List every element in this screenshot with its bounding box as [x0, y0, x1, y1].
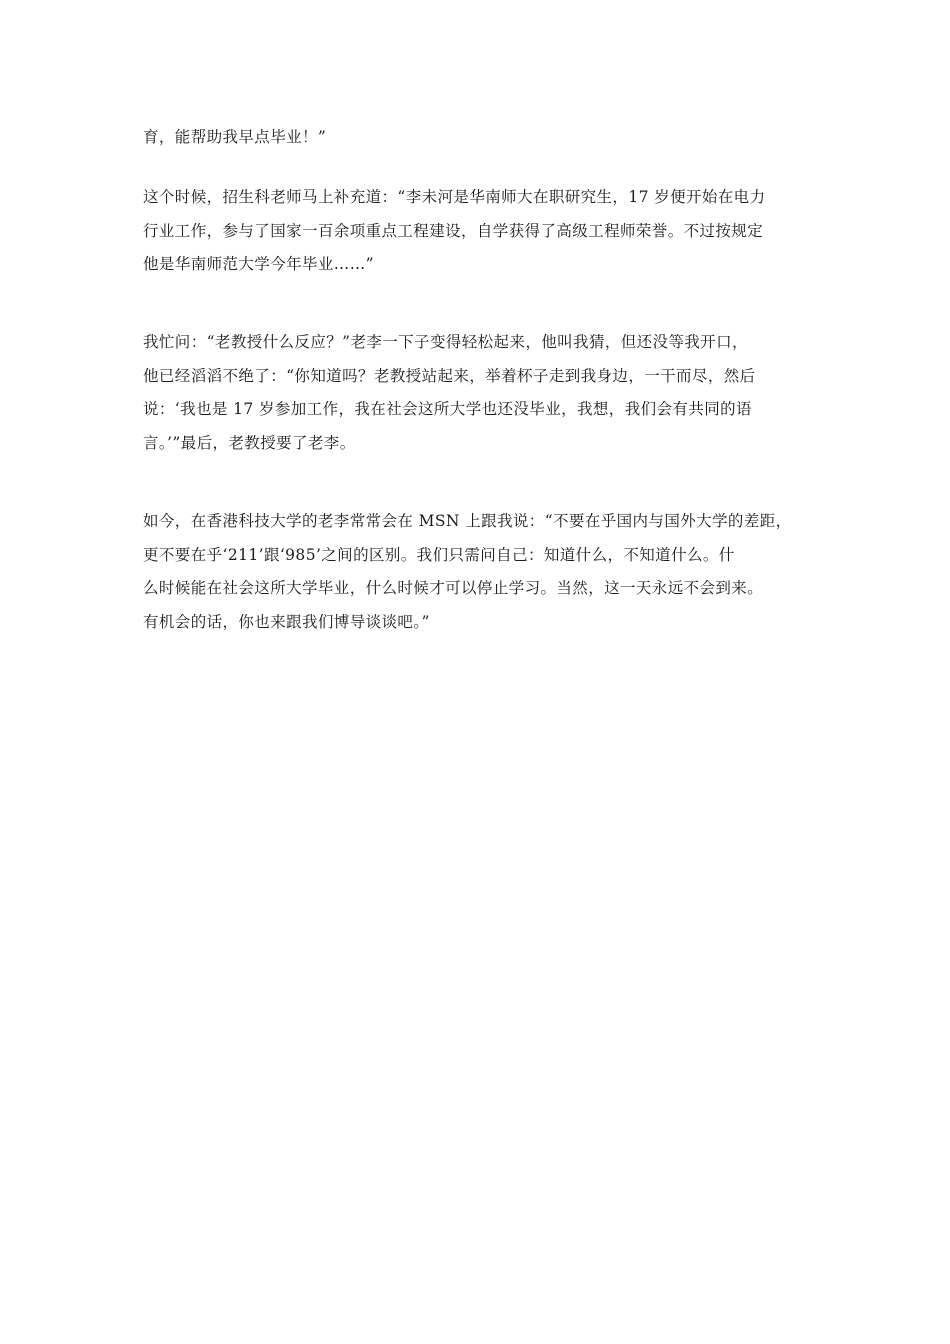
paragraph-line: 他已经滔滔不绝了：“你知道吗？老教授站起来，举着杯子走到我身边，一干而尽，然后 [143, 366, 756, 385]
paragraph-3 [143, 326, 811, 460]
paragraph-line: 我忙问：“老教授什么反应？”老李一下子变得轻松起来，他叫我猜，但还没等我开口， [143, 333, 748, 351]
paragraph-line: 如今，在香港科技大学的老李常常会在 MSN 上跟我说：“不要在乎国内与国外大学的差距， [143, 512, 792, 530]
paragraph-line: 这个时候，招生科老师马上补充道：“李未河是华南师大在职研究生，17 岁便开始在电力 [143, 188, 766, 206]
paragraph-1 [143, 121, 811, 155]
paragraph-line: 言。’”最后，老教授要了老李。 [143, 433, 356, 452]
paragraph-2 [143, 181, 811, 282]
paragraph-line: 育，能帮助我早点毕业！” [143, 128, 327, 146]
paragraph-line: 有机会的话，你也来跟我们博导谈谈吧。” [143, 612, 430, 631]
paragraph-line: 说：‘我也是 17 岁参加工作，我在社会这所大学也还没毕业，我想，我们会有共同的语 [143, 400, 752, 418]
paragraph-line: 更不要在乎‘211’跟‘985’之间的区别。我们只需问自己：知道什么，不知道什么。什 [143, 545, 735, 564]
paragraph-line: 么时候能在社会这所大学毕业，什么时候才可以停止学习。当然，这一天永远不会到来。 [143, 579, 764, 597]
paragraph-4 [143, 505, 811, 639]
paragraph-line: 他是华南师范大学今年毕业……” [143, 255, 374, 273]
paragraph-line: 行业工作，参与了国家一百余项重点工程建设，自学获得了高级工程师荣誉。不过按规定 [143, 221, 764, 240]
